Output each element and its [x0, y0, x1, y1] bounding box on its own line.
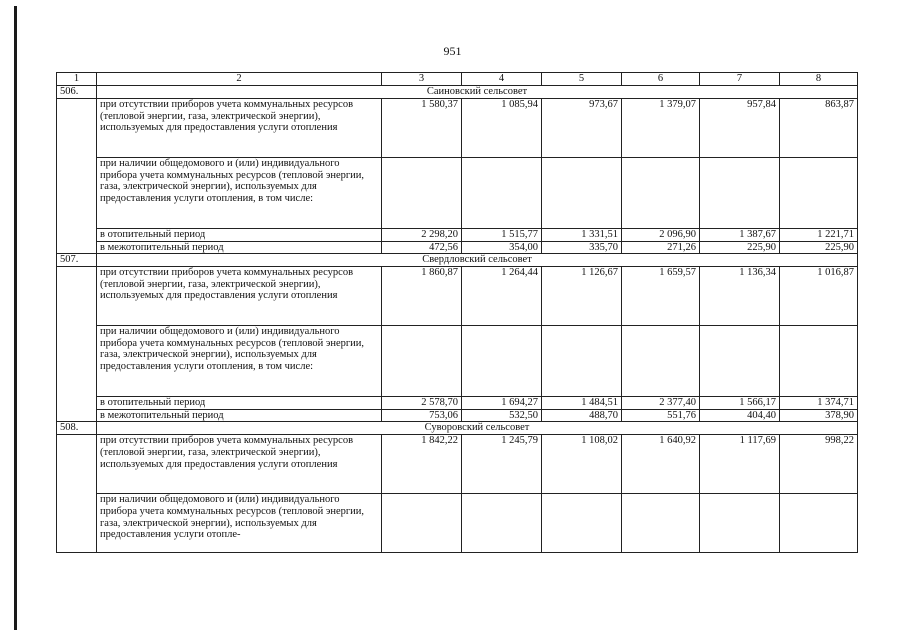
value-cell: 1 374,71	[780, 397, 858, 410]
value-cell	[542, 494, 622, 553]
value-cell: 1 016,87	[780, 267, 858, 326]
value-cell: 472,56	[382, 241, 462, 254]
row-description: при отсутствии приборов учета коммунальных ресурсов (тепловой энергии, газа, электрической энергии), используемых для предоставления услуги отопления	[97, 435, 382, 494]
value-cell	[700, 494, 780, 553]
col-header: 5	[542, 73, 622, 86]
value-cell	[462, 494, 542, 553]
section-title: Суворовский сельсовет	[97, 422, 858, 435]
column-number-row	[57, 73, 858, 86]
value-cell	[700, 326, 780, 397]
value-cell	[780, 326, 858, 397]
col-header: 6	[622, 73, 700, 86]
table-row	[57, 435, 858, 494]
table-row	[57, 241, 858, 254]
value-cell: 1 860,87	[382, 267, 462, 326]
row-description: в межотопительный период	[97, 409, 382, 422]
value-cell: 753,06	[382, 409, 462, 422]
value-cell: 973,67	[542, 99, 622, 158]
value-cell	[382, 494, 462, 553]
section-code: 506.	[57, 86, 97, 99]
table-row	[57, 397, 858, 410]
row-description: в отопительный период	[97, 229, 382, 242]
row-description: при наличии общедомового и (или) индивидуального прибора учета коммунальных ресурсов (тепловой энергии, газа, электрической энергии), используемых для предоставления услуги отопления, в том числе:	[97, 158, 382, 229]
tariff-table	[56, 72, 858, 553]
value-cell: 1 580,37	[382, 99, 462, 158]
section-row	[57, 422, 858, 435]
value-cell: 2 578,70	[382, 397, 462, 410]
page-number: 951	[443, 44, 462, 58]
col-header: 2	[97, 73, 382, 86]
value-cell: 532,50	[462, 409, 542, 422]
value-cell: 1 379,07	[622, 99, 700, 158]
table-row	[57, 409, 858, 422]
col-header: 4	[462, 73, 542, 86]
col-header: 7	[700, 73, 780, 86]
value-cell: 378,90	[780, 409, 858, 422]
value-cell	[542, 158, 622, 229]
value-cell: 1 264,44	[462, 267, 542, 326]
value-cell	[382, 158, 462, 229]
row-description: при наличии общедомового и (или) индивидуального прибора учета коммунальных ресурсов (тепловой энергии, газа, электрической энергии), используемых для предоставления услуги отопле-	[97, 494, 382, 553]
section-code: 508.	[57, 422, 97, 435]
section-row	[57, 86, 858, 99]
section-title: Свердловский сельсовет	[97, 254, 858, 267]
value-cell: 1 694,27	[462, 397, 542, 410]
value-cell: 1 842,22	[382, 435, 462, 494]
value-cell	[622, 158, 700, 229]
row-description: в отопительный период	[97, 397, 382, 410]
value-cell	[622, 326, 700, 397]
value-cell: 1 126,67	[542, 267, 622, 326]
col-header: 1	[57, 73, 97, 86]
value-cell: 863,87	[780, 99, 858, 158]
value-cell: 1 085,94	[462, 99, 542, 158]
row-description: при отсутствии приборов учета коммунальных ресурсов (тепловой энергии, газа, электрической энергии), используемых для предоставления услуги отопления	[97, 267, 382, 326]
value-cell: 1 484,51	[542, 397, 622, 410]
value-cell: 1 245,79	[462, 435, 542, 494]
value-cell: 1 136,34	[700, 267, 780, 326]
value-cell	[780, 158, 858, 229]
section-row	[57, 254, 858, 267]
table-row	[57, 326, 858, 397]
value-cell: 2 096,90	[622, 229, 700, 242]
value-cell: 271,26	[622, 241, 700, 254]
value-cell: 404,40	[700, 409, 780, 422]
value-cell: 957,84	[700, 99, 780, 158]
col-header: 3	[382, 73, 462, 86]
col-header: 8	[780, 73, 858, 86]
value-cell: 1 108,02	[542, 435, 622, 494]
value-cell: 1 659,57	[622, 267, 700, 326]
value-cell: 551,76	[622, 409, 700, 422]
value-cell: 2 298,20	[382, 229, 462, 242]
value-cell: 225,90	[700, 241, 780, 254]
table-row	[57, 494, 858, 553]
empty-cell	[57, 435, 97, 553]
value-cell: 1 221,71	[780, 229, 858, 242]
section-title: Саиновский сельсовет	[97, 86, 858, 99]
table-row	[57, 99, 858, 158]
page-edge-shadow	[14, 6, 17, 630]
value-cell: 1 640,92	[622, 435, 700, 494]
value-cell	[382, 326, 462, 397]
value-cell: 998,22	[780, 435, 858, 494]
value-cell: 354,00	[462, 241, 542, 254]
value-cell: 2 377,40	[622, 397, 700, 410]
section-code: 507.	[57, 254, 97, 267]
value-cell	[622, 494, 700, 553]
row-description: в межотопительный период	[97, 241, 382, 254]
value-cell: 225,90	[780, 241, 858, 254]
value-cell	[780, 494, 858, 553]
value-cell: 1 515,77	[462, 229, 542, 242]
table-row	[57, 158, 858, 229]
row-description: при отсутствии приборов учета коммунальных ресурсов (тепловой энергии, газа, электрической энергии), используемых для предоставления услуги отопления	[97, 99, 382, 158]
value-cell	[542, 326, 622, 397]
value-cell: 488,70	[542, 409, 622, 422]
empty-cell	[57, 99, 97, 254]
row-description: при наличии общедомового и (или) индивидуального прибора учета коммунальных ресурсов (тепловой энергии, газа, электрической энергии), используемых для предоставления услуги отопления, в том числе:	[97, 326, 382, 397]
value-cell: 1 387,67	[700, 229, 780, 242]
table-row	[57, 229, 858, 242]
value-cell	[462, 158, 542, 229]
empty-cell	[57, 267, 97, 422]
value-cell: 1 331,51	[542, 229, 622, 242]
value-cell	[462, 326, 542, 397]
value-cell: 1 566,17	[700, 397, 780, 410]
value-cell: 1 117,69	[700, 435, 780, 494]
value-cell	[700, 158, 780, 229]
value-cell: 335,70	[542, 241, 622, 254]
table-row	[57, 267, 858, 326]
